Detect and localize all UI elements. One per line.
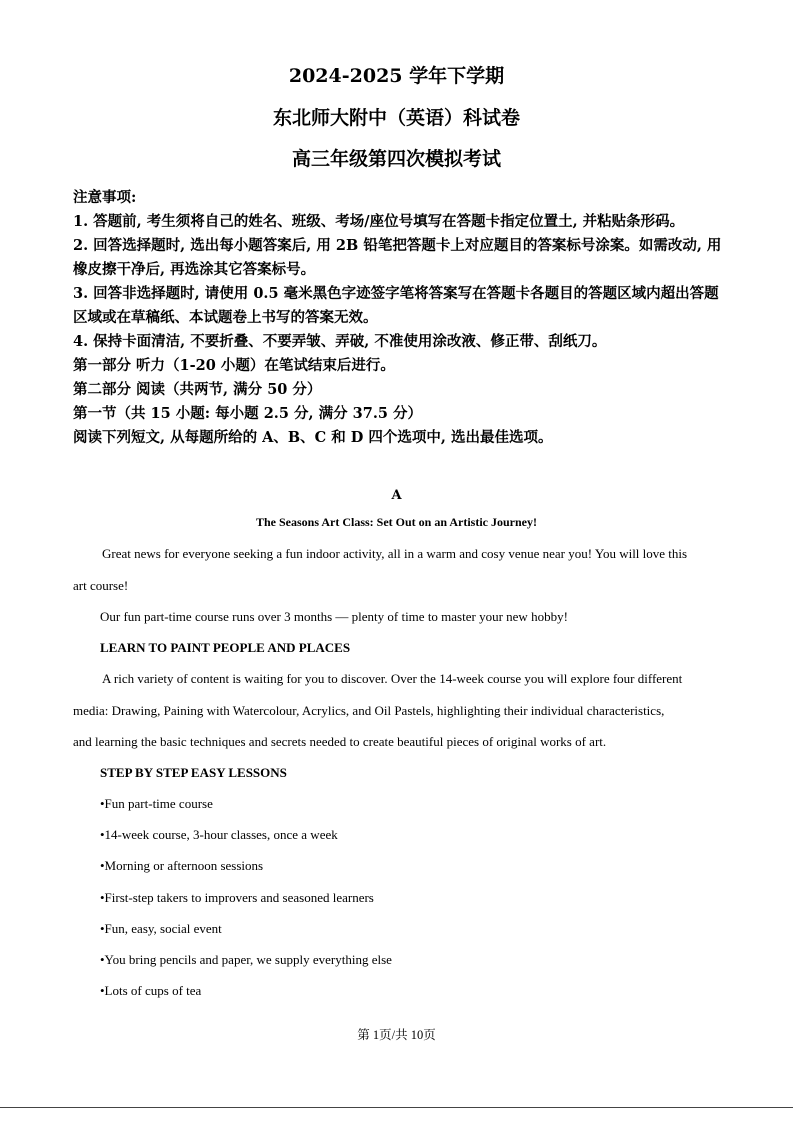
paragraph-line: Great news for everyone seeking a fun indoor activity, all in a warm and cosy venue near you! You will love this (102, 546, 688, 561)
exam-title-grade: 高三年级第四次模拟考试 (291, 148, 501, 170)
section-heading: STEP BY STEP EASY LESSONS (100, 765, 287, 780)
paragraph-line: media: Drawing, Paining with Watercolour, Acrylics, and Oil Pastels, highlighting their individual characteristics, (73, 703, 665, 718)
notice-item: 4. 保持卡面清洁, 不要折叠、不要弄皱、弄破, 不准使用涂改液、修正带、刮纸刀。 (73, 333, 607, 350)
part2-line: 第二部分 阅读（共两节, 满分 50 分） (73, 381, 322, 398)
notice-item: 1. 答题前, 考生须将自己的姓名、班级、考场/座位号填写在答题卡指定位置土, 并粘贴条形码。 (73, 213, 685, 230)
notice-item: 3. 回答非选择题时, 请使用 0.5 毫米黑色字迹签字笔将答案写在答题卡各题目的答题区域内超出答题区域或在草稿纸、本试题卷上书写的答案无效。 (73, 285, 719, 326)
section-heading: LEARN TO PAINT PEOPLE AND PLACES (100, 640, 351, 655)
bullet-item: •Fun part-time course (100, 796, 213, 811)
notice-block (73, 186, 723, 450)
paragraph-line: art course! (73, 578, 129, 593)
bullet-item: •Morning or afternoon sessions (100, 858, 264, 873)
page-number: 第 1页/共 10页 (357, 1028, 436, 1042)
paragraph-line: A rich variety of content is waiting for you to discover. Over the 14-week course you will explore four different (102, 671, 683, 686)
exam-title-school: 东北师大附中（英语）科试卷 (272, 107, 520, 129)
bullet-item: •14-week course, 3-hour classes, once a week (100, 827, 338, 842)
instruction-line: 阅读下列短文, 从每题所给的 A、B、C 和 D 四个选项中, 选出最佳选项。 (73, 429, 553, 446)
page-divider (0, 1107, 793, 1108)
paragraph-line: Our fun part-time course runs over 3 months — plenty of time to master your new hobby! (100, 609, 568, 624)
bullet-item: •Lots of cups of tea (100, 983, 202, 998)
bullet-item: •First-step takers to improvers and seasoned learners (100, 890, 374, 905)
section1-line: 第一节（共 15 小题: 每小题 2.5 分, 满分 37.5 分） (73, 405, 423, 422)
notice-heading: 注意事项: (73, 189, 137, 206)
bullet-item: •Fun, easy, social event (100, 921, 222, 936)
passage-letter: A (391, 488, 402, 503)
passage-title: The Seasons Art Class: Set Out on an Artistic Journey! (255, 515, 537, 529)
bullet-item: •You bring pencils and paper, we supply everything else (100, 952, 392, 967)
exam-title-term: 2024-2025 学年下学期 (288, 65, 505, 87)
notice-item: 2. 回答选择题时, 选出每小题答案后, 用 2B 铅笔把答题卡上对应题目的答案标号涂案。如需改动, 用橡皮擦干净后, 再选涂其它答案标号。 (73, 237, 722, 278)
part1-line: 第一部分 听力（1-20 小题）在笔试结束后进行。 (73, 357, 395, 374)
paragraph-line: and learning the basic techniques and secrets needed to create beautiful pieces of original works of art. (73, 734, 607, 749)
